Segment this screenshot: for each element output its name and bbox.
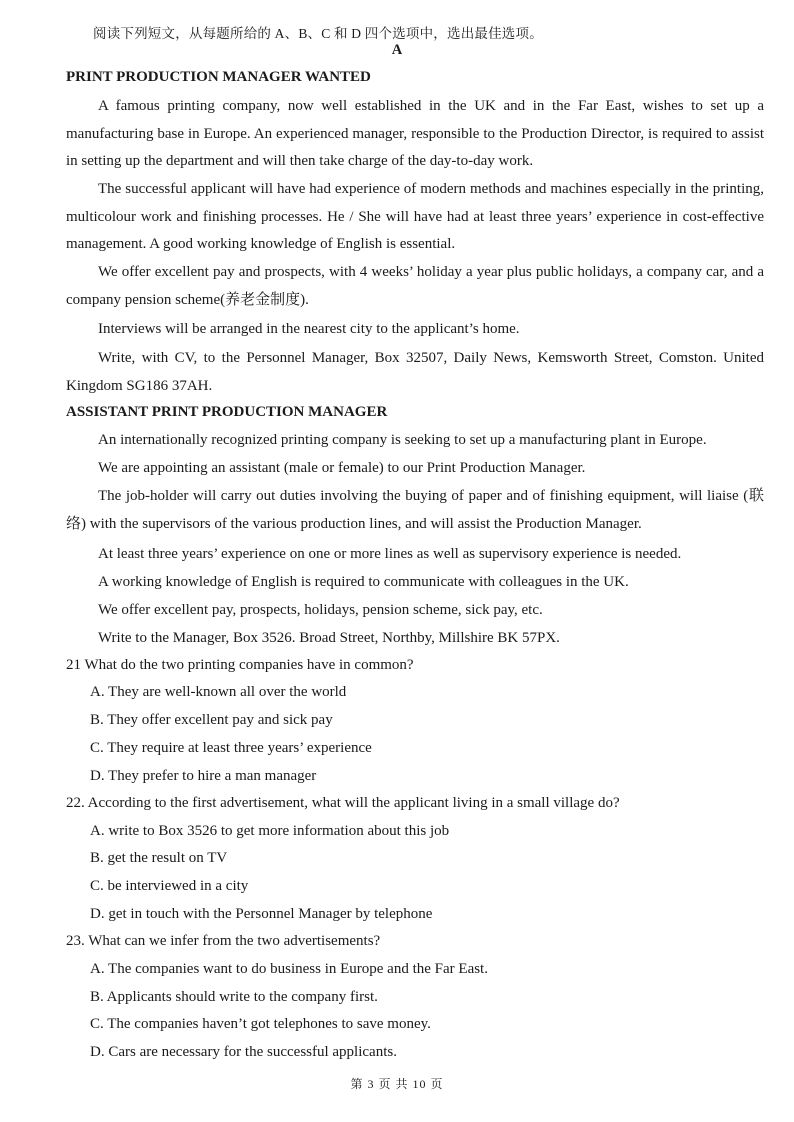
ad1-paragraph-2: The successful applicant will have had experience of modern methods and machines especially in the printing, multicolour work and finishing processes. He / She will have had at least three years’ experience in cost-effective management. A good working knowledge of English is essential. [66,181,764,252]
ad2-paragraph-5: A working knowledge of English is required to communicate with colleagues in the UK. [98,574,629,590]
section-label: A [391,42,403,58]
question-23-option-b[interactable]: B. Applicants should write to the company first. [90,989,378,1005]
ad1-paragraph-3: We offer excellent pay and prospects, with 4 weeks’ holiday a year plus public holidays, a company car, and a company pension scheme(养老金制度). [66,264,764,308]
question-22-option-d[interactable]: D. get in touch with the Personnel Manager by telephone [90,906,433,922]
question-22-option-c[interactable]: C. be interviewed in a city [90,878,249,894]
question-22-stem: 22. According to the first advertisement, what will the applicant living in a small village do? [66,795,620,811]
ad2-paragraph-7: Write to the Manager, Box 3526. Broad Street, Northby, Millshire BK 57PX. [98,630,560,646]
ad2-paragraph-3: The job-holder will carry out duties involving the buying of paper and of finishing equipment, will liaise (联络) with the supervisors of the various production lines, and will assist the Production Manager. [66,488,764,532]
ad1-paragraph-4: Interviews will be arranged in the nearest city to the applicant’s home. [98,321,520,337]
ad1-paragraph-1: A famous printing company, now well established in the UK and in the Far East, wishes to set up a manufacturing base in Europe. An experienced manager, responsible to the Production Director, is required to assist in setting up the department and will then take charge of the day-to-day work. [66,98,764,169]
question-23-option-a[interactable]: A. The companies want to do business in Europe and the Far East. [90,961,488,977]
ad1-paragraph-5: Write, with CV, to the Personnel Manager, Box 32507, Daily News, Kemsworth Street, Comston. United Kingdom SG186 37AH. [66,350,764,394]
ad2-paragraph-4: At least three years’ experience on one or more lines as well as supervisory experience is needed. [98,546,682,562]
question-23-option-d[interactable]: D. Cars are necessary for the successful applicants. [90,1044,397,1060]
question-21-option-a[interactable]: A. They are well-known all over the world [90,684,347,700]
ad2-paragraph-2: We are appointing an assistant (male or female) to our Print Production Manager. [98,460,586,476]
question-21-stem: 21 What do the two printing companies have in common? [66,657,414,673]
question-22-option-a[interactable]: A. write to Box 3526 to get more information about this job [90,823,450,839]
question-23-stem: 23. What can we infer from the two advertisements? [66,933,381,949]
page-number-footer: 第 3 页 共 10 页 [350,1077,444,1091]
question-21-option-d[interactable]: D. They prefer to hire a man manager [90,768,317,784]
question-23-option-c[interactable]: C. The companies haven’t got telephones to save money. [90,1016,431,1032]
ad2-title: ASSISTANT PRINT PRODUCTION MANAGER [66,404,388,420]
ad1-title: PRINT PRODUCTION MANAGER WANTED [66,69,371,85]
ad2-paragraph-6: We offer excellent pay, prospects, holidays, pension scheme, sick pay, etc. [98,602,543,618]
instruction-text: 阅读下列短文，从每题所给的 A、B、C 和 D 四个选项中，选出最佳选项。 [93,26,543,41]
ad2-paragraph-1: An internationally recognized printing company is seeking to set up a manufacturing plant in Europe. [98,432,707,448]
question-22-option-b[interactable]: B. get the result on TV [90,850,228,866]
question-21-option-c[interactable]: C. They require at least three years’ experience [90,740,372,756]
question-21-option-b[interactable]: B. They offer excellent pay and sick pay [90,712,333,728]
